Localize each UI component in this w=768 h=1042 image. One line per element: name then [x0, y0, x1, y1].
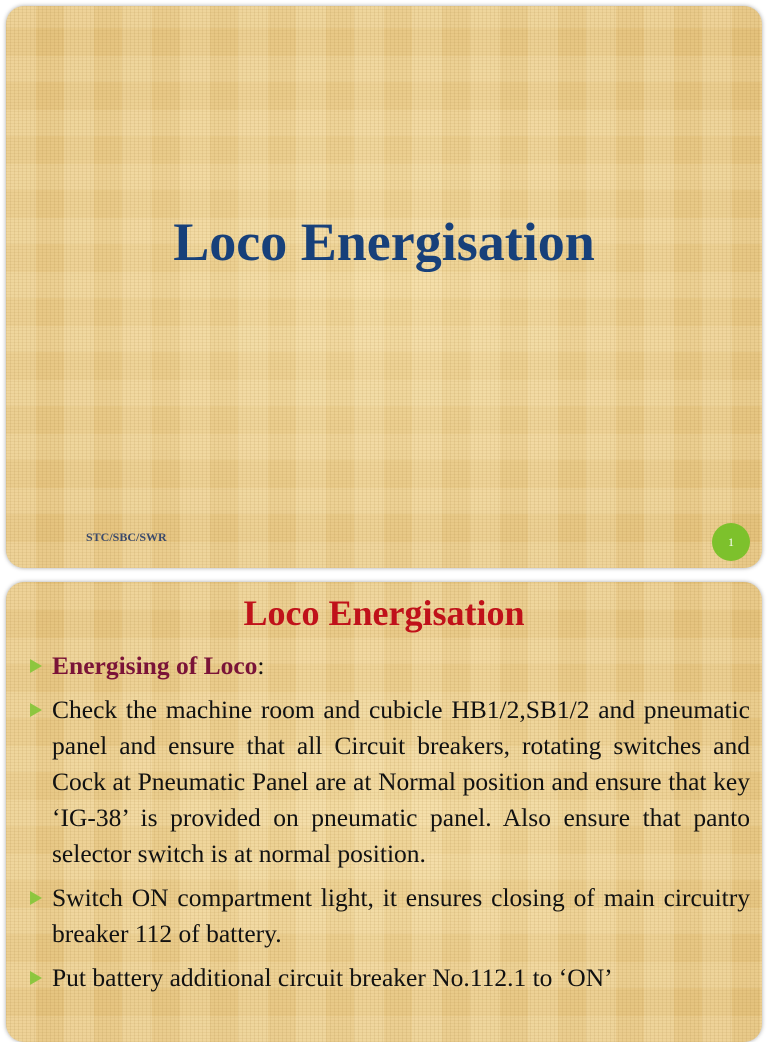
bullet-heading	[28, 648, 750, 684]
title-slide	[6, 6, 762, 568]
page-number-badge: 1	[712, 523, 750, 561]
arrow-bullet-icon	[30, 703, 42, 717]
arrow-bullet-icon	[30, 891, 42, 905]
content-slide	[6, 582, 762, 1042]
bullet-text: Check the machine room and cubicle HB1/2,SB1/2 and pneumatic panel and ensure that all Circuit breakers, rotating switches and Cock at Pneumatic Panel are at Normal position and ensure that key ‘IG-38’ is provided on pneumatic panel. Also ensure that panto selector switch is at normal position.	[52, 695, 750, 868]
bullet-item	[28, 960, 750, 996]
bullet-heading-label: Energising of Loco	[52, 651, 258, 680]
bullet-heading-suffix: :	[257, 651, 265, 680]
bullet-list	[28, 648, 750, 1004]
slide-footer: STC/SBC/SWR	[86, 530, 167, 544]
arrow-bullet-icon	[30, 659, 42, 673]
bullet-text: Switch ON compartment light, it ensures closing of main circuitry breaker 112 of battery.	[52, 883, 750, 948]
bullet-item	[28, 880, 750, 952]
slide-title: Loco Energisation	[173, 212, 595, 272]
slide-title: Loco Energisation	[243, 593, 525, 633]
bullet-text: Put battery additional circuit breaker No.112.1 to ‘ON’	[52, 963, 613, 992]
arrow-bullet-icon	[30, 971, 42, 985]
bullet-item	[28, 692, 750, 872]
